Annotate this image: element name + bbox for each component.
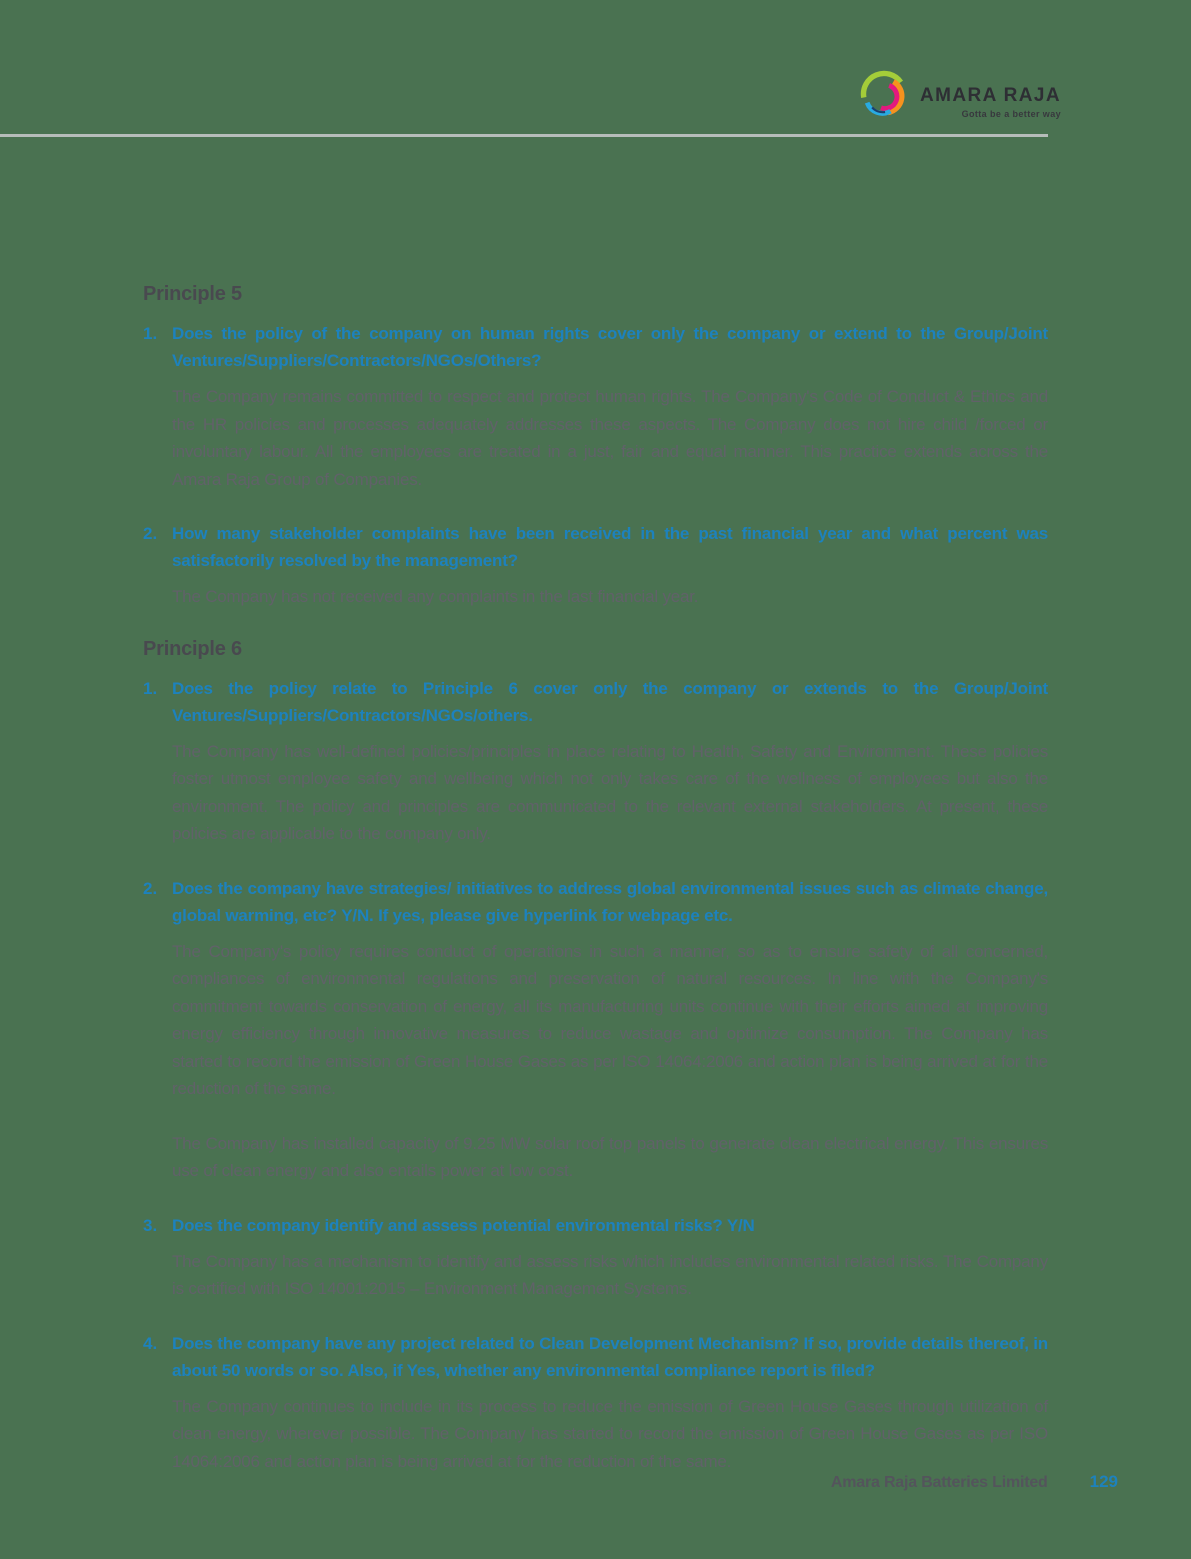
page-footer xyxy=(0,1472,1118,1492)
header-divider xyxy=(0,134,1048,137)
qa-item xyxy=(143,1212,1048,1303)
brand-tagline: Gotta be a better way xyxy=(961,109,1062,119)
question-number: 4. xyxy=(143,1333,158,1353)
answer-text: The Company remains committed to respect and protect human rights. The Company's Code of Conduct & Ethics and the HR policies and processes adequately addresses these aspects. The Company does not hire child /forced or involuntary labour. All the employees are treated in a just, fair and equal manner. This practice extends across the Amara Raja Group of Companies. xyxy=(172,387,1048,489)
question-text: Does the policy of the company on human rights cover only the company or extend to the Group/Joint Ventures/Suppliers/Contractors/NGOs/Others? xyxy=(172,324,1048,370)
brand-wordmark: AMARA RAJA xyxy=(920,85,1062,106)
footer-page-number: 129 xyxy=(1089,1472,1118,1491)
principle-5-heading: Principle 5 xyxy=(143,283,242,305)
question-text: Does the company identify and assess potential environmental risks? Y/N xyxy=(172,1215,755,1235)
answer-text: The Company's policy requires conduct of operations in such a manner, so as to ensure safety of all concerned, compliances of environmental regulations and preservation of natural resources. In line with the Company's commitment towards conservation of energy, all its manufacturing units continue with their efforts aimed at improving energy efficiency through innovative measures to reduce wastage and optimize consumption. The Company has started to record the emission of Green House Gases as per ISO 14064:2006 and action plan is being arrived at for the reduction of the same. xyxy=(172,941,1048,1098)
amara-raja-logo xyxy=(857,66,1061,124)
logo-text xyxy=(920,86,1061,119)
answer-text: The Company has not received any complaints in the last financial year. xyxy=(172,587,699,606)
qa-item xyxy=(143,320,1048,493)
qa-item xyxy=(143,1330,1048,1476)
amara-raja-swirl-icon xyxy=(857,66,911,124)
question-number: 1. xyxy=(143,678,158,698)
qa-item xyxy=(143,875,1048,1185)
question-number: 2. xyxy=(143,878,158,898)
answer-text: The Company has a mechanism to identify and assess risks which includes environmental related risks. The Company is certified with ISO 14001:2015 – Environment Management Systems. xyxy=(172,1251,1048,1298)
question-text: Does the policy relate to Principle 6 cover only the company or extends to the Group/Joint Ventures/Suppliers/Contractors/NGOs/others. xyxy=(172,678,1048,725)
principle-6-heading: Principle 6 xyxy=(143,637,242,660)
answer-text: The Company continues to include in its process to reduce the emission of Green House Gases through utilization of clean energy, wherever possible. The Company has started to record the emission of Green House Gases as per ISO 14064:2006 and action plan is being arrived at for the reduction of the same. xyxy=(172,1396,1048,1471)
question-text: Does the company have any project related to Clean Development Mechanism? If so, provide details thereof, in about 50 words or so. Also, if Yes, whether any environmental compliance report is filed? xyxy=(172,1333,1048,1380)
question-text: Does the company have strategies/ initiatives to address global environmental issues such as climate change, global warming, etc? Y/N. If yes, please give hyperlink for webpage etc. xyxy=(172,878,1048,925)
question-number: 1. xyxy=(143,324,158,343)
question-text: How many stakeholder complaints have been received in the past financial year and what percent was satisfactorily resolved by the management? xyxy=(172,524,1048,570)
qa-item xyxy=(143,520,1048,611)
answer-text: The Company has installed capacity of 9.25 MW solar roof top panels to generate clean electrical energy. This ensures use of clean energy and also entails power at low cost. xyxy=(172,1133,1048,1180)
qa-item xyxy=(143,675,1048,848)
answer-text: The Company has well-defined policies/principles in place relating to Health, Safety and Environment. These policies foster utmost employee safety and wellbeing which not only takes care of the wellness of employees but also the environment. The policy and principles are communicated to the relevant external stakeholders. At present, these policies are applicable to the company only. xyxy=(172,741,1048,843)
question-number: 3. xyxy=(143,1215,158,1235)
document-content xyxy=(143,283,1048,1502)
question-number: 2. xyxy=(143,524,158,543)
footer-company-name: Amara Raja Batteries Limited xyxy=(830,1474,1048,1491)
